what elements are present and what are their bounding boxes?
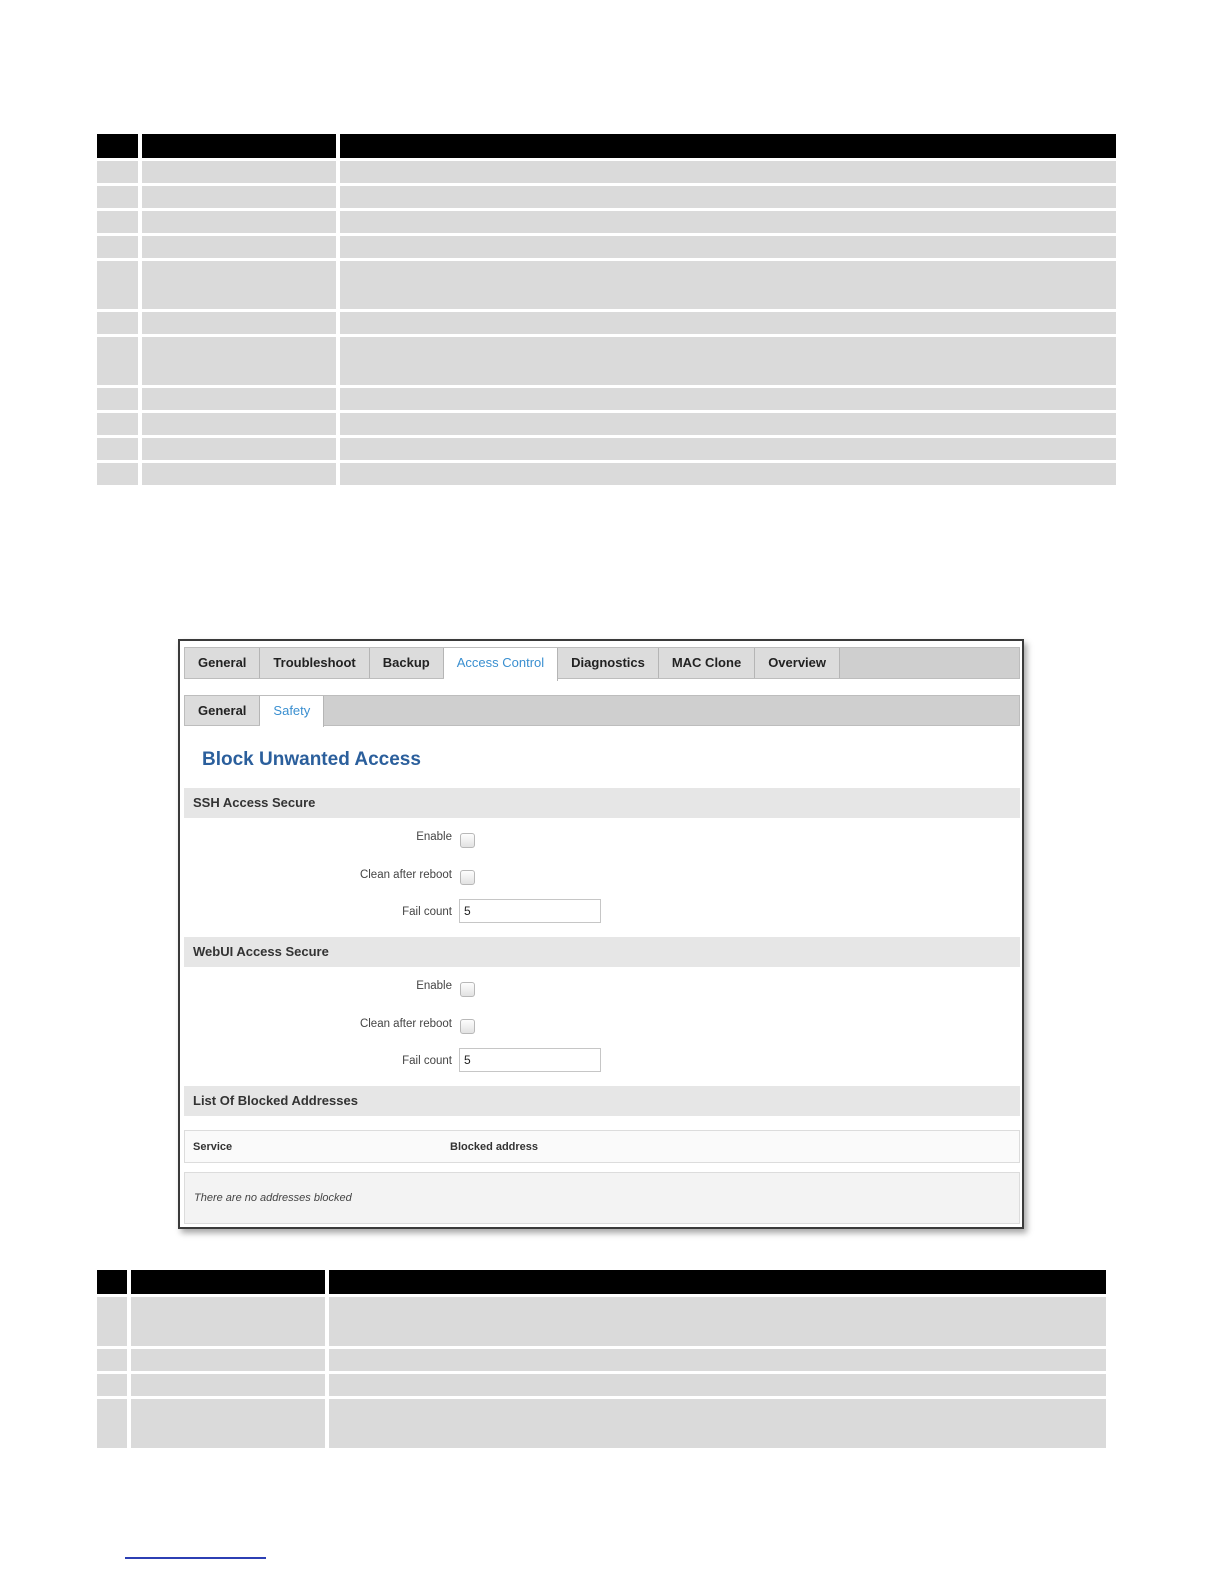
- webui-enable-label: Enable: [416, 980, 452, 992]
- webui-section-header: WebUI Access Secure: [184, 937, 1020, 967]
- table-row: [97, 463, 1116, 485]
- parameter-table-top: [93, 131, 1120, 488]
- table-row: [97, 1349, 1106, 1371]
- webui-enable-checkbox[interactable]: [460, 982, 475, 997]
- table-row: [97, 312, 1116, 334]
- subtab-general[interactable]: General: [185, 696, 260, 725]
- blocked-table-header: [184, 1130, 1020, 1163]
- webui-fail-count-input[interactable]: [459, 1048, 601, 1072]
- webui-fail-count-label: Fail count: [402, 1055, 452, 1067]
- ssh-section-header: SSH Access Secure: [184, 788, 1020, 818]
- blocked-table-empty-row: [184, 1172, 1020, 1224]
- ssh-enable-label: Enable: [416, 831, 452, 843]
- page-title: Block Unwanted Access: [202, 749, 421, 770]
- table-row: [97, 337, 1116, 385]
- table-header-row: [97, 134, 1116, 158]
- table-row: [97, 261, 1116, 309]
- table-row: [97, 438, 1116, 460]
- table-header-row: [97, 1270, 1106, 1294]
- table-row: [97, 388, 1116, 410]
- table-row: [97, 1399, 1106, 1448]
- column-blocked-address: Blocked address: [450, 1141, 539, 1153]
- webui-clean-checkbox[interactable]: [460, 1019, 475, 1034]
- empty-message: There are no addresses blocked: [194, 1192, 352, 1204]
- parameter-table-bottom: [93, 1267, 1110, 1451]
- ssh-clean-label: Clean after reboot: [359, 869, 452, 881]
- sub-tab-bar: [184, 695, 1020, 726]
- ssh-fail-count-label: Fail count: [402, 906, 452, 918]
- tab-general[interactable]: General: [185, 648, 260, 678]
- subtab-safety[interactable]: Safety: [260, 696, 324, 727]
- tab-overview[interactable]: Overview: [755, 648, 840, 678]
- table-row: [97, 1297, 1106, 1346]
- tab-diagnostics[interactable]: Diagnostics: [558, 648, 659, 678]
- tab-backup[interactable]: Backup: [370, 648, 444, 678]
- blocked-section-header: List Of Blocked Addresses: [184, 1086, 1020, 1116]
- ssh-clean-checkbox[interactable]: [460, 870, 475, 885]
- router-ui-screenshot: [178, 639, 1024, 1229]
- table-row: [97, 211, 1116, 233]
- table-row: [97, 161, 1116, 183]
- footer-link-underline[interactable]: [125, 1557, 266, 1559]
- ssh-fail-count-input[interactable]: [459, 899, 601, 923]
- tab-mac-clone[interactable]: MAC Clone: [659, 648, 755, 678]
- column-service: Service: [193, 1141, 233, 1153]
- ssh-enable-checkbox[interactable]: [460, 833, 475, 848]
- table-row: [97, 1374, 1106, 1396]
- table-row: [97, 413, 1116, 435]
- table-row: [97, 236, 1116, 258]
- table-row: [97, 186, 1116, 208]
- webui-clean-label: Clean after reboot: [359, 1018, 452, 1030]
- tab-troubleshoot[interactable]: Troubleshoot: [260, 648, 369, 678]
- tab-access-control[interactable]: Access Control: [444, 648, 558, 681]
- main-tab-bar: [184, 647, 1020, 679]
